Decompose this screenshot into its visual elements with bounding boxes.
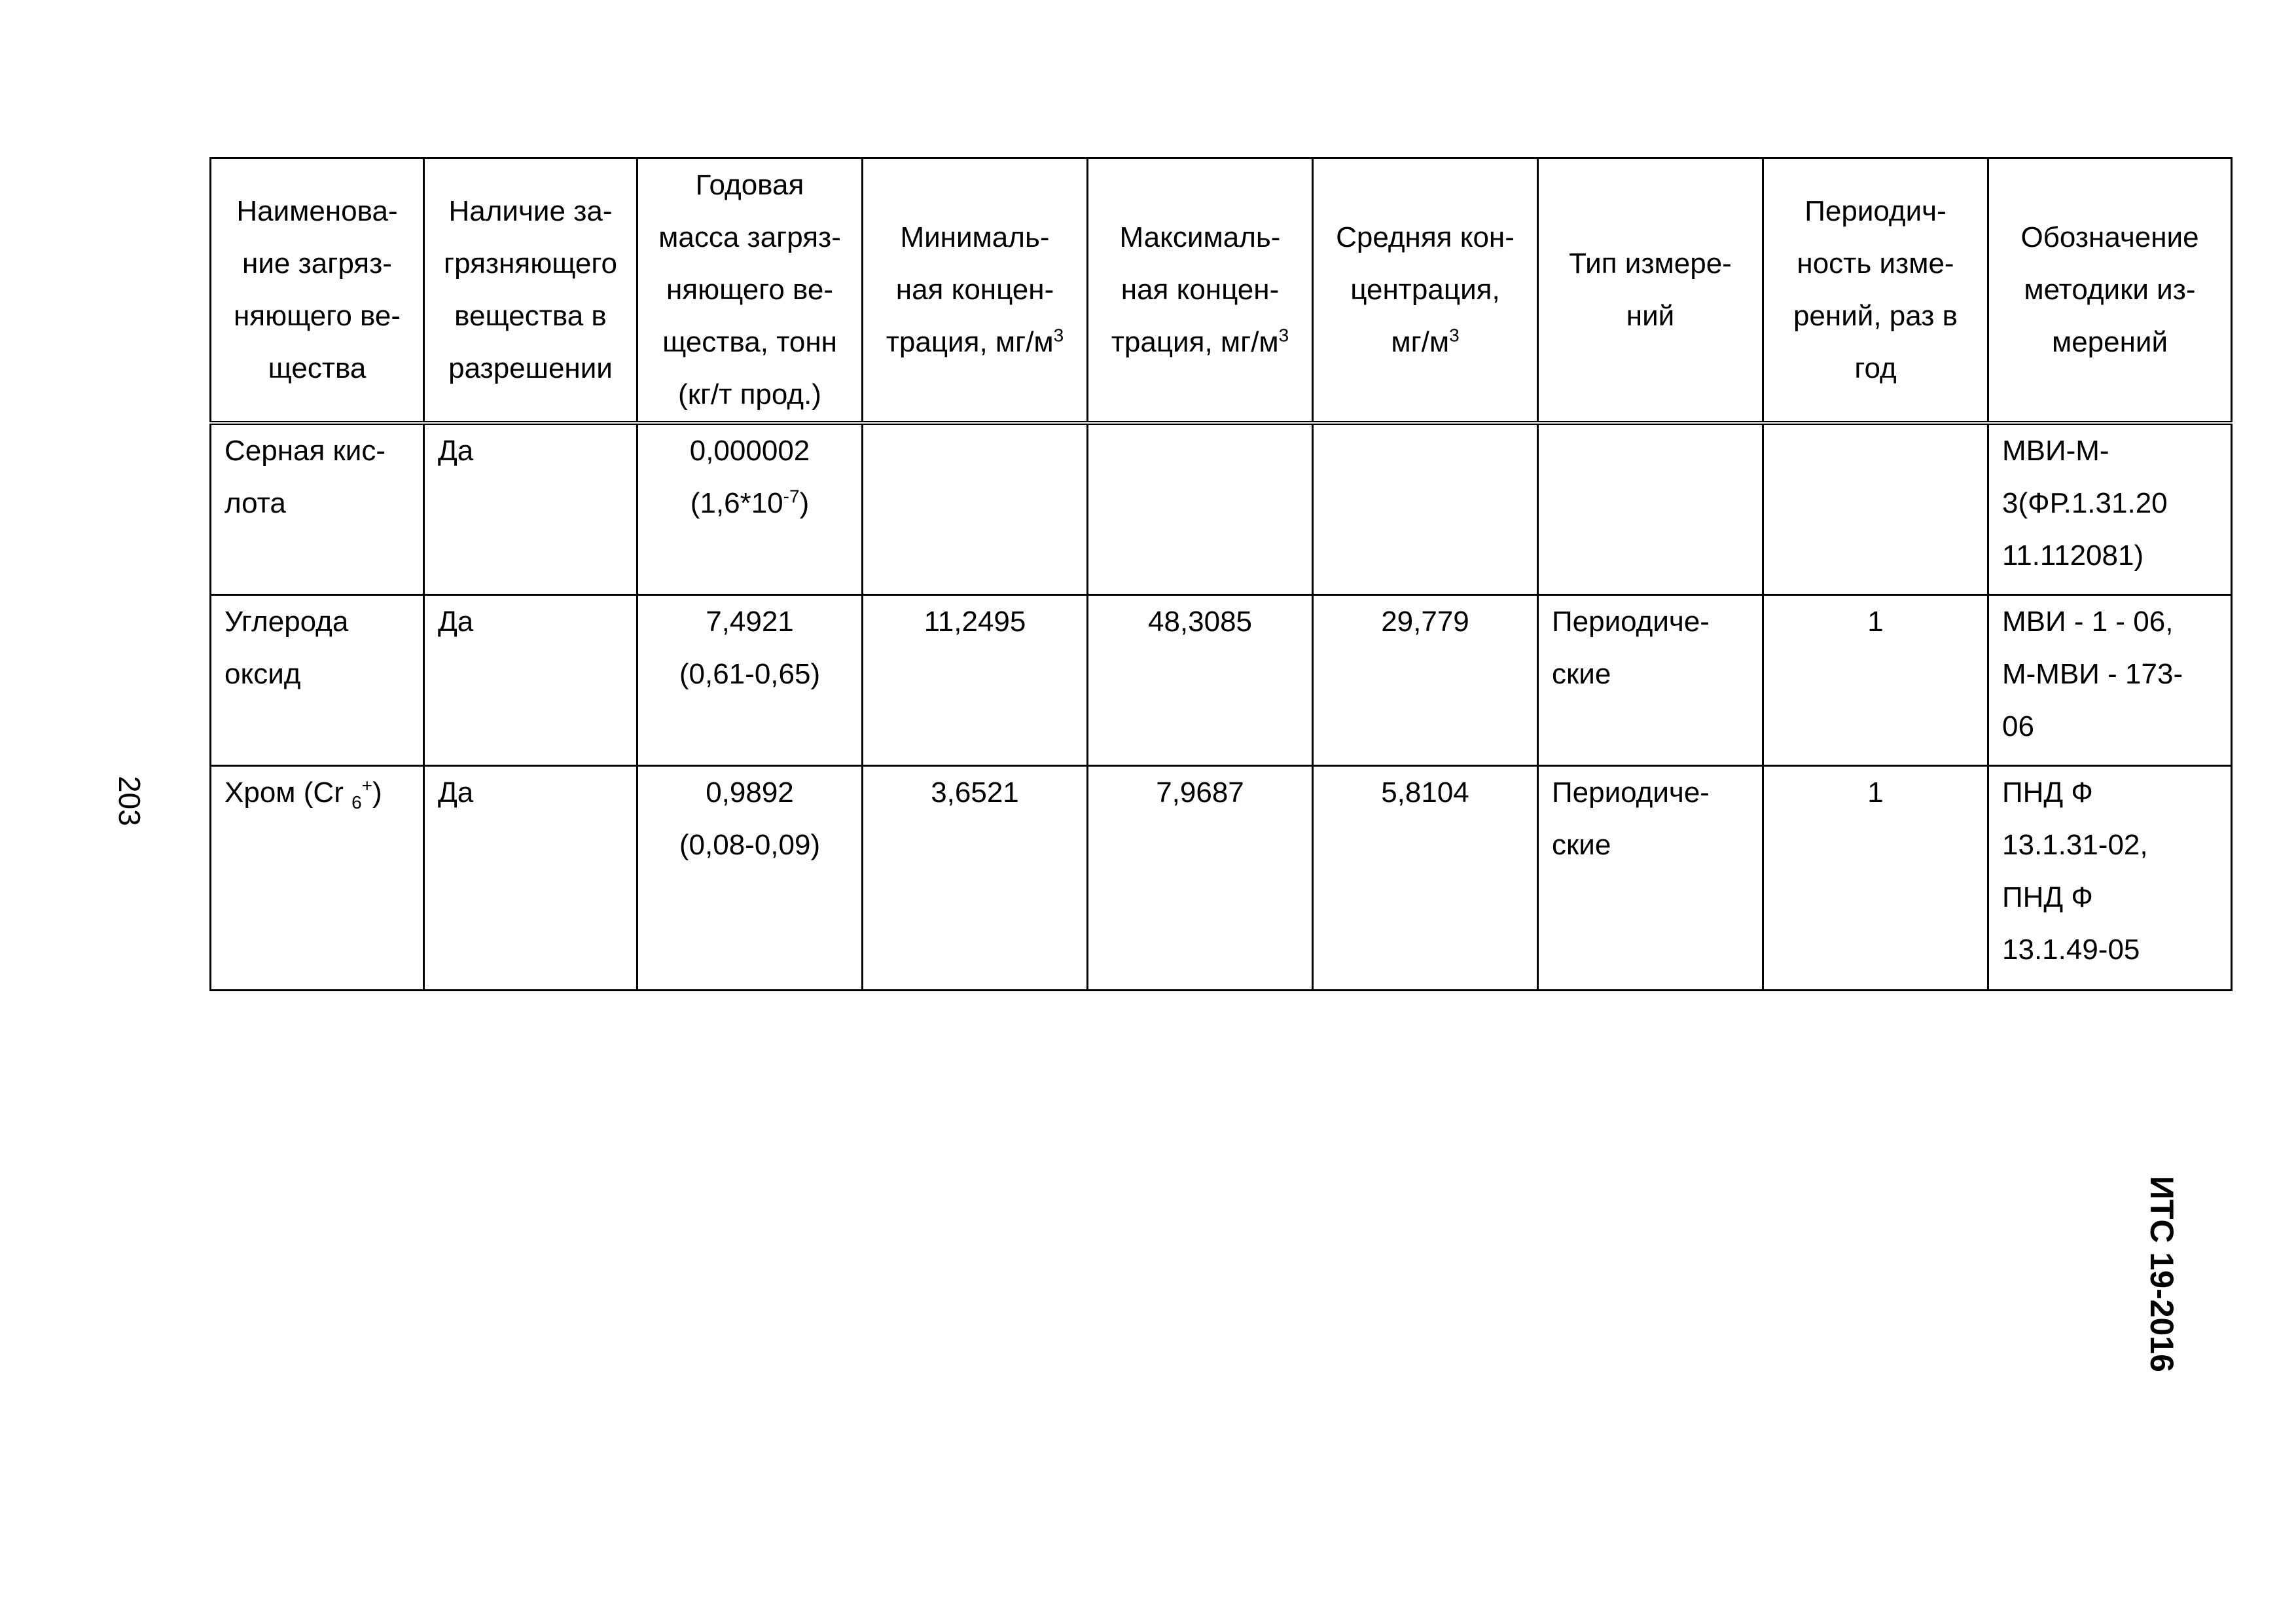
cell-permitted: Да bbox=[424, 766, 637, 991]
cell-period: 1 bbox=[1763, 766, 1988, 991]
header-measurement-frequency: Периодич- ность изме- рений, раз в год bbox=[1763, 158, 1988, 424]
cell-avg: 5,8104 bbox=[1313, 766, 1538, 991]
cell-annual-mass: 7,4921 (0,61-0,65) bbox=[637, 595, 863, 766]
page-number: 203 bbox=[113, 776, 147, 826]
header-min-concentration bbox=[863, 158, 1088, 424]
substance-prefix: Хром (Cr bbox=[224, 776, 352, 809]
table-header-row bbox=[211, 158, 2232, 424]
table-row bbox=[211, 766, 2232, 991]
cell-max: 7,9687 bbox=[1088, 766, 1313, 991]
cell-annual-mass-specific bbox=[651, 477, 848, 530]
cell-method: МВИ-М- 3(ФР.1.31.20 11.112081) bbox=[1988, 423, 2232, 595]
table-row bbox=[211, 423, 2232, 595]
substance-suffix: ) bbox=[372, 776, 382, 809]
cell-avg: 29,779 bbox=[1313, 595, 1538, 766]
mass-specific-exponent: -7 bbox=[783, 486, 800, 507]
cell-substance: Серная кис- лота bbox=[211, 423, 424, 595]
cell-period: 1 bbox=[1763, 595, 1988, 766]
substance-superscript: + bbox=[361, 775, 373, 796]
substance-subscript: 6 bbox=[351, 792, 362, 812]
header-substance-name: Наименова- ние загряз- няющего ве- щества bbox=[211, 158, 424, 424]
cell-substance bbox=[211, 766, 424, 991]
cell-min bbox=[863, 423, 1088, 595]
cell-substance: Углерода оксид bbox=[211, 595, 424, 766]
header-avg-concentration bbox=[1313, 158, 1538, 424]
cell-method: МВИ - 1 - 06, М-МВИ - 173- 06 bbox=[1988, 595, 2232, 766]
pollutants-table bbox=[209, 157, 2233, 991]
header-max-concentration-text: Максималь- ная концен- трация, мг/м bbox=[1111, 221, 1281, 358]
cell-min: 3,6521 bbox=[863, 766, 1088, 991]
table-row bbox=[211, 595, 2232, 766]
unit-superscript: 3 bbox=[1278, 325, 1289, 346]
cell-type: Периодиче- ские bbox=[1538, 766, 1763, 991]
cell-type: Периодиче- ские bbox=[1538, 595, 1763, 766]
cell-max bbox=[1088, 423, 1313, 595]
header-permit-presence: Наличие за- грязняющего вещества в разрешении bbox=[424, 158, 637, 424]
document-code: ИТС 19-2016 bbox=[2144, 1176, 2180, 1372]
cell-permitted: Да bbox=[424, 423, 637, 595]
header-method-designation: Обозначение методики из- мерений bbox=[1988, 158, 2232, 424]
cell-max: 48,3085 bbox=[1088, 595, 1313, 766]
mass-specific-prefix: (1,6*10 bbox=[690, 487, 783, 519]
cell-type bbox=[1538, 423, 1763, 595]
header-min-concentration-text: Минималь- ная концен- трация, мг/м bbox=[886, 221, 1054, 358]
cell-min: 11,2495 bbox=[863, 595, 1088, 766]
cell-annual-mass bbox=[637, 423, 863, 595]
header-annual-mass: Годовая масса загряз- няющего ве- щества, тонн (кг/т прод.) bbox=[637, 158, 863, 424]
header-avg-concentration-text: Средняя кон- центрация, мг/м bbox=[1336, 221, 1515, 358]
cell-period bbox=[1763, 423, 1988, 595]
cell-annual-mass: 0,9892 (0,08-0,09) bbox=[637, 766, 863, 991]
cell-permitted: Да bbox=[424, 595, 637, 766]
cell-annual-mass-main: 0,000002 bbox=[689, 435, 810, 467]
unit-superscript: 3 bbox=[1449, 325, 1460, 346]
header-max-concentration bbox=[1088, 158, 1313, 424]
mass-specific-suffix: ) bbox=[799, 487, 810, 519]
cell-avg bbox=[1313, 423, 1538, 595]
cell-method: ПНД Ф 13.1.31-02, ПНД Ф 13.1.49-05 bbox=[1988, 766, 2232, 991]
unit-superscript: 3 bbox=[1053, 325, 1064, 346]
header-measurement-type: Тип измере- ний bbox=[1538, 158, 1763, 424]
